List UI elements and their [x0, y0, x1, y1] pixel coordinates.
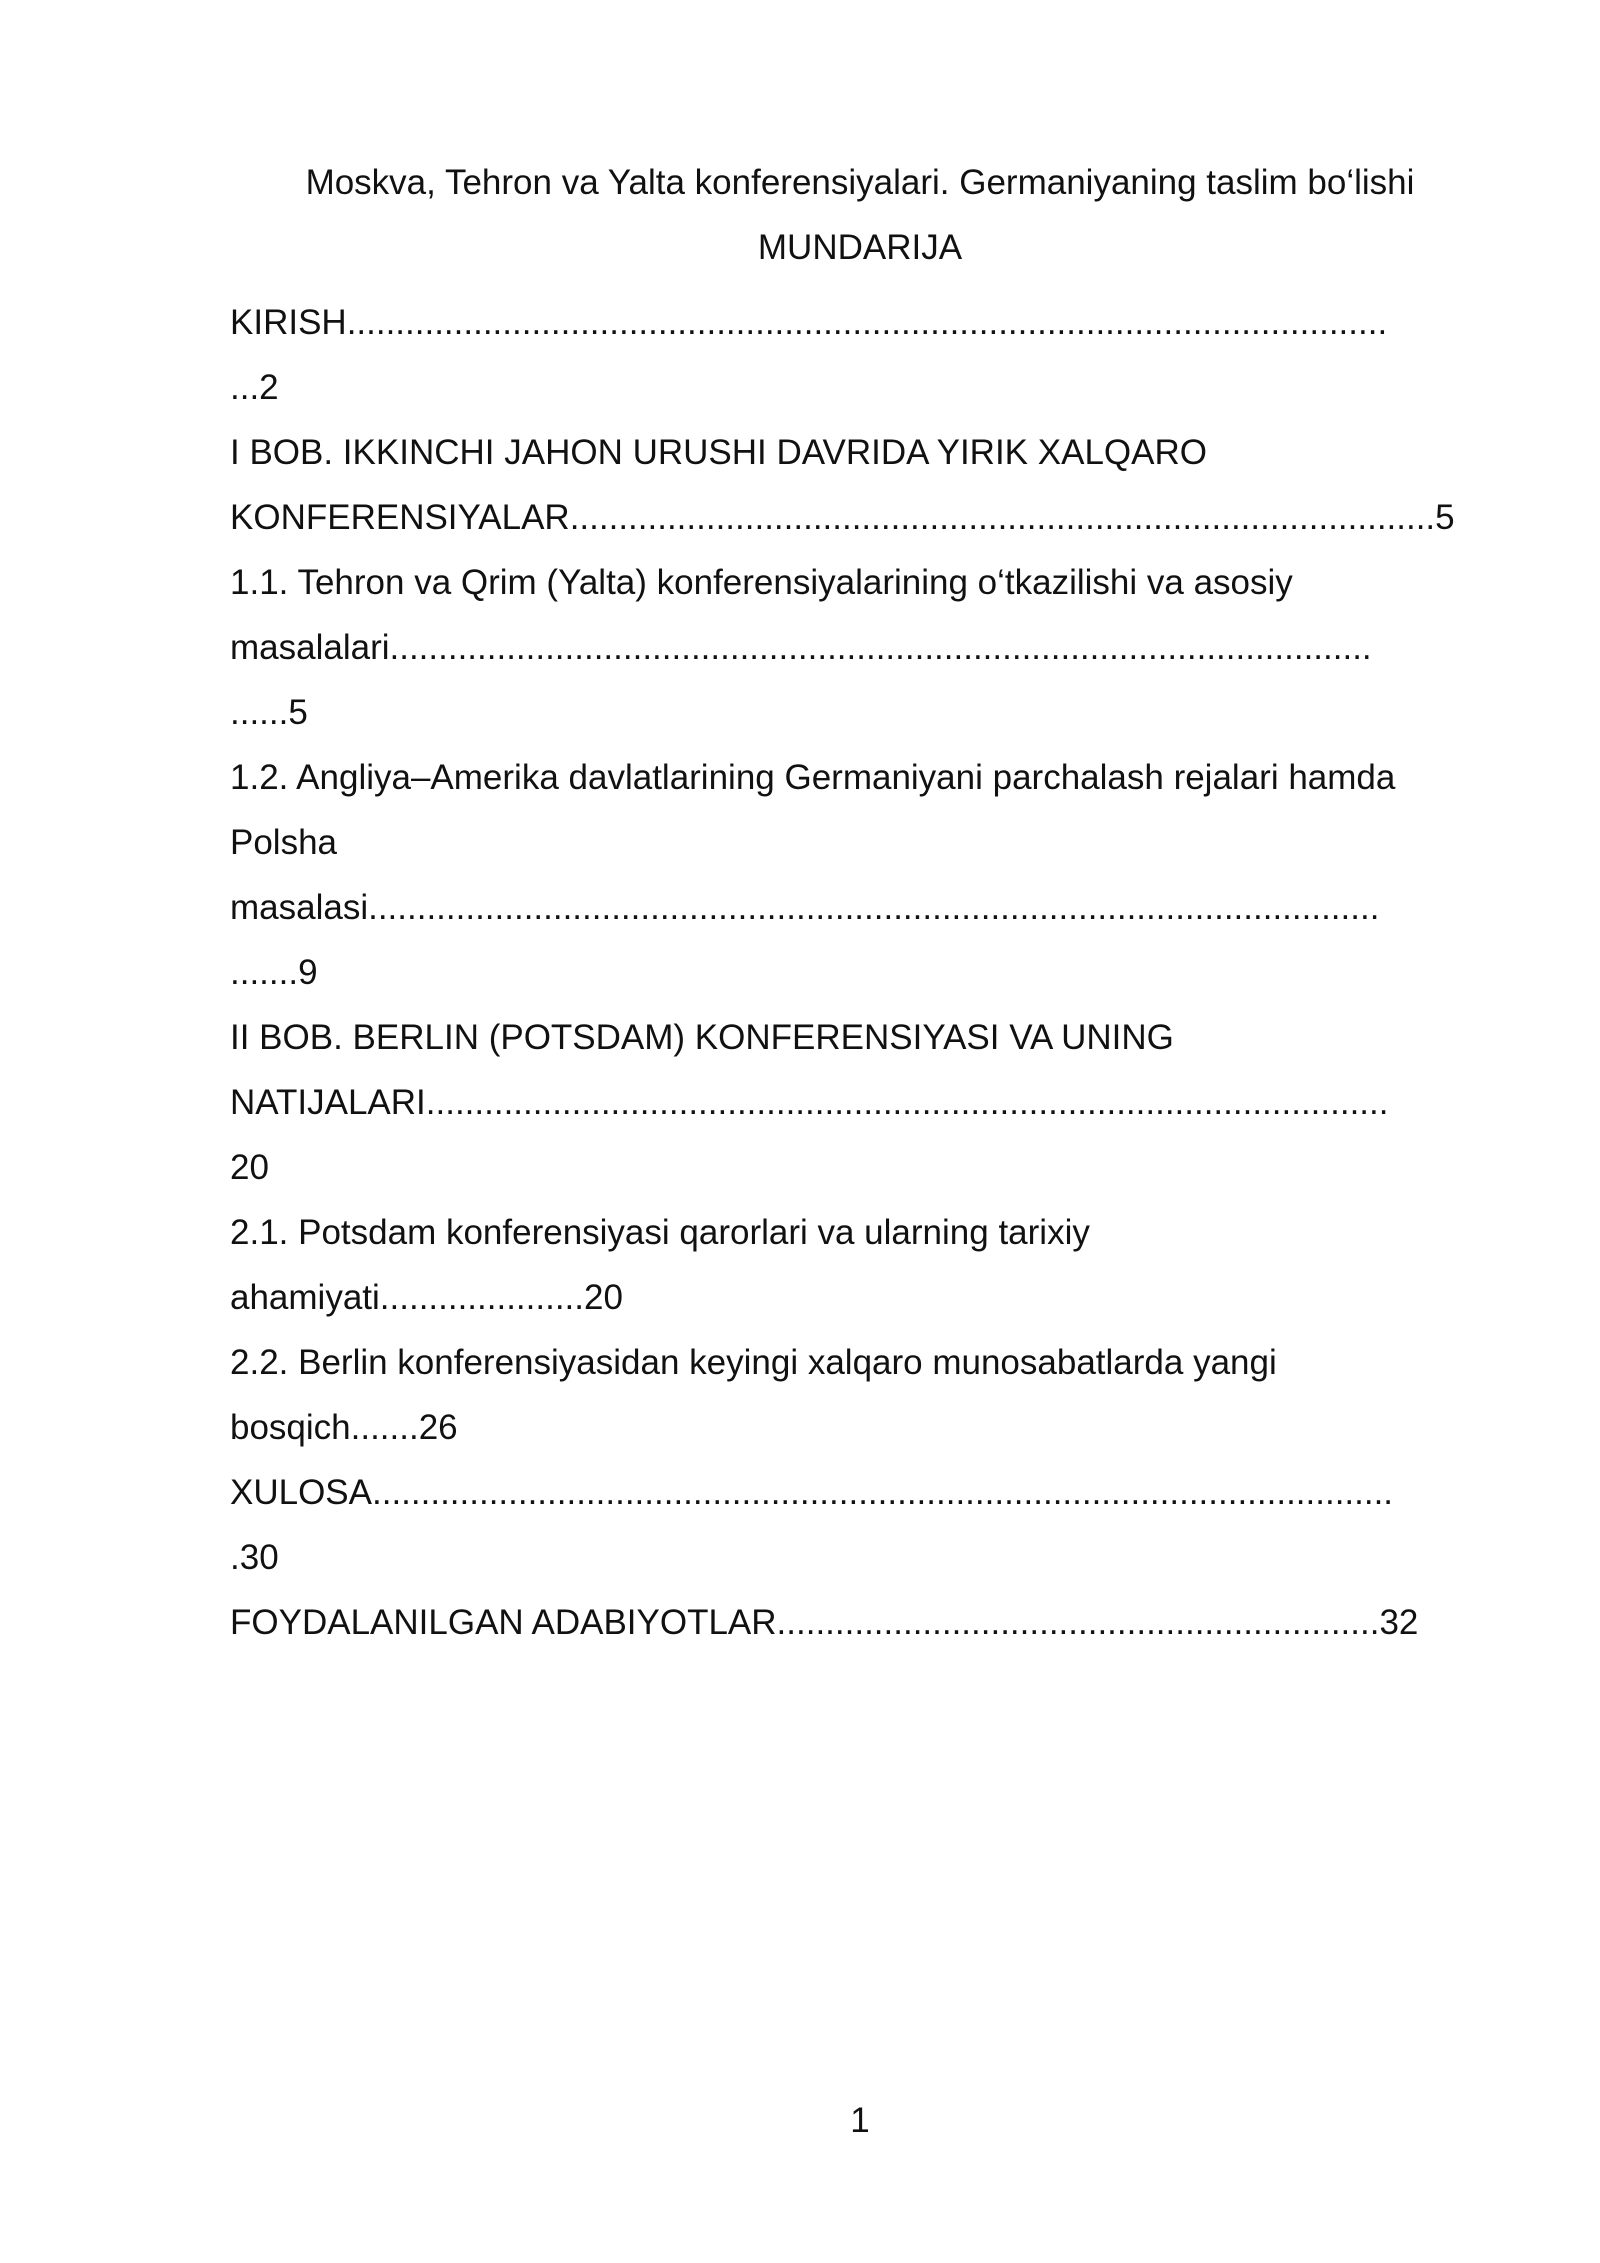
toc-line: 2.2. Berlin konferensiyasidan keyingi xalqaro munosabatlarda yangi [230, 1343, 1277, 1382]
toc-line: ahamiyati.....................20 [230, 1278, 623, 1317]
toc-line: KIRISH........................................................................................................... [230, 303, 1388, 342]
toc-line: FOYDALANILGAN ADABIYOTLAR..............................................................32 [230, 1603, 1419, 1642]
toc-line: I BOB. IKKINCHI JAHON URUSHI DAVRIDA YIRIK XALQARO [230, 433, 1207, 472]
toc-line: 1.1. Tehron va Qrim (Yalta) konferensiyalarining o‘tkazilishi va asosiy [230, 563, 1293, 602]
toc-line: ...2 [230, 368, 279, 407]
toc-line: NATIJALARI................................................................................................... [230, 1083, 1389, 1122]
toc-line: 1.2. Angliya–Amerika davlatlarining Germaniyani parchalash rejalari hamda [230, 758, 1396, 797]
toc-line: Polsha [230, 823, 338, 862]
toc-line: .......9 [230, 953, 318, 992]
document-title: Moskva, Tehron va Yalta konferensiyalari. Germaniyaning taslim bo‘lishi [305, 163, 1415, 202]
toc-line: II BOB. BERLIN (POTSDAM) KONFERENSIYASI VA UNING [230, 1018, 1174, 1057]
toc-line: .30 [230, 1538, 279, 1577]
toc-heading: MUNDARIJA [757, 228, 963, 267]
page-number: 1 [850, 2101, 870, 2140]
table-of-contents [230, 290, 1500, 1655]
toc-line: masalalari..................................................................................................... [230, 628, 1372, 667]
toc-line: KONFERENSIYALAR.........................................................................................5 [230, 498, 1455, 537]
toc-line: ......5 [230, 693, 308, 732]
toc-line: 20 [230, 1148, 269, 1187]
toc-line: XULOSA......................................................................................................... [230, 1473, 1394, 1512]
toc-line: 2.1. Potsdam konferensiyasi qarorlari va ularning tarixiy [230, 1213, 1090, 1252]
toc-line: masalasi........................................................................................................ [230, 888, 1380, 927]
toc-line: bosqich.......26 [230, 1408, 458, 1447]
